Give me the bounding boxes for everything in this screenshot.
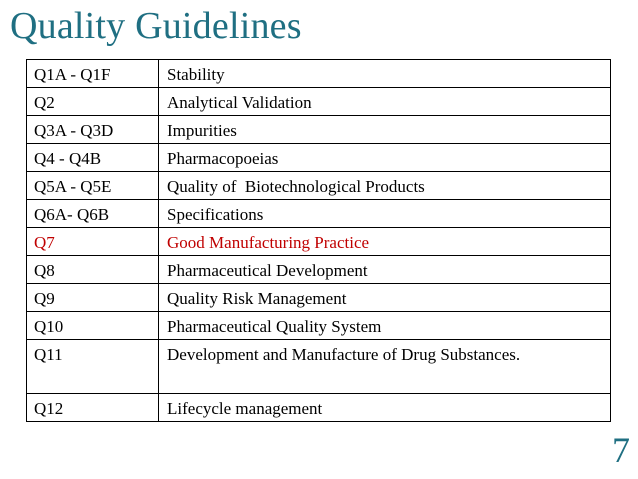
table-row: [27, 394, 611, 422]
guideline-code: Q2: [27, 88, 159, 116]
guideline-code: Q7: [27, 228, 159, 256]
guideline-code: Q8: [27, 256, 159, 284]
guideline-topic: Pharmacopoeias: [159, 144, 611, 172]
guideline-topic: Stability: [159, 60, 611, 88]
guideline-topic: Development and Manufacture of Drug Substances.: [159, 340, 611, 394]
table-row: [27, 60, 611, 88]
table-row: [27, 284, 611, 312]
guideline-code: Q9: [27, 284, 159, 312]
table-row: [27, 88, 611, 116]
table-row: [27, 312, 611, 340]
guideline-topic: Pharmaceutical Quality System: [159, 312, 611, 340]
table-row: [27, 144, 611, 172]
table-row: [27, 200, 611, 228]
slide-title: Quality Guidelines: [10, 5, 302, 47]
guideline-code: Q12: [27, 394, 159, 422]
guideline-topic: Specifications: [159, 200, 611, 228]
guideline-code: Q11: [27, 340, 159, 394]
guideline-topic: Impurities: [159, 116, 611, 144]
guideline-topic: Quality Risk Management: [159, 284, 611, 312]
guideline-topic: Analytical Validation: [159, 88, 611, 116]
table-row: [27, 256, 611, 284]
guideline-code: Q6A- Q6B: [27, 200, 159, 228]
guideline-code: Q10: [27, 312, 159, 340]
table-row: [27, 172, 611, 200]
guideline-code: Q1A - Q1F: [27, 60, 159, 88]
table-row-highlighted: [27, 228, 611, 256]
guideline-code: Q3A - Q3D: [27, 116, 159, 144]
guideline-topic: Good Manufacturing Practice: [159, 228, 611, 256]
guideline-topic: Quality of Biotechnological Products: [159, 172, 611, 200]
guideline-topic: Lifecycle management: [159, 394, 611, 422]
guideline-code: Q4 - Q4B: [27, 144, 159, 172]
guidelines-table: [26, 59, 611, 422]
table-row: [27, 116, 611, 144]
page-number: 7: [612, 430, 630, 470]
table-row: [27, 340, 611, 394]
guideline-topic: Pharmaceutical Development: [159, 256, 611, 284]
guideline-code: Q5A - Q5E: [27, 172, 159, 200]
